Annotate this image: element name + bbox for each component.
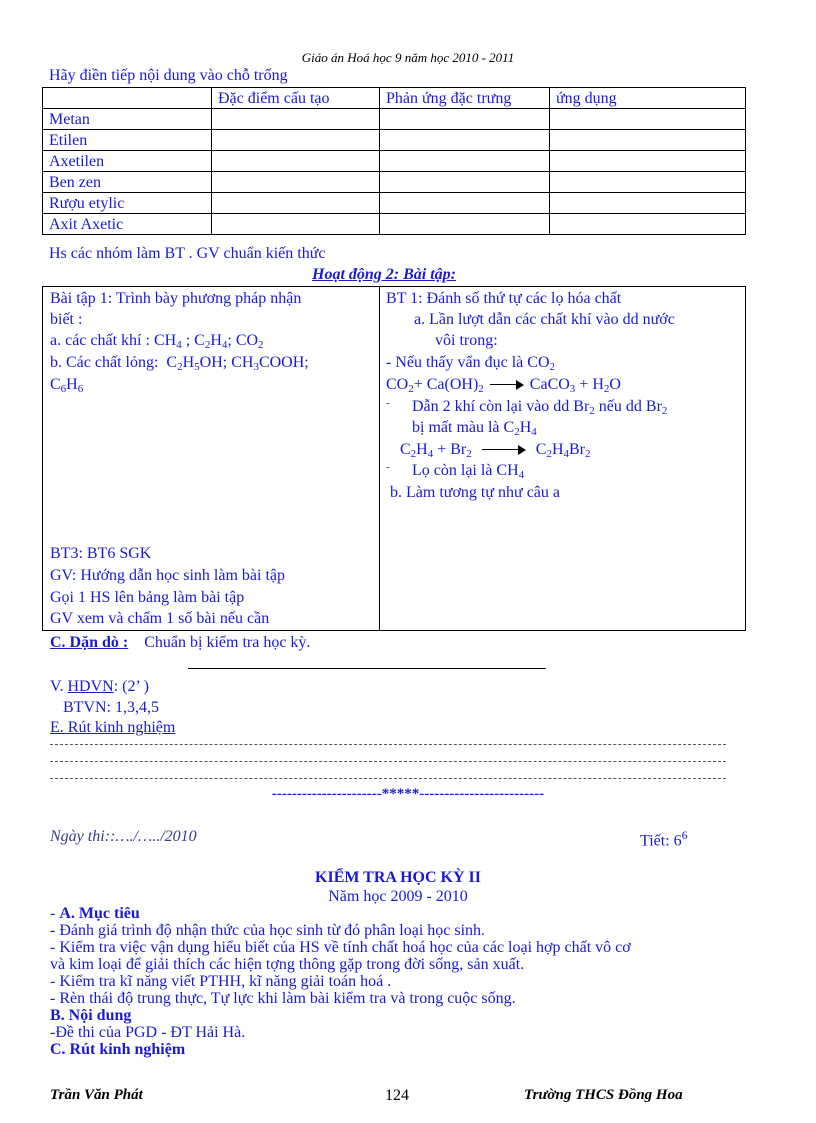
table-cell[interactable] — [380, 130, 550, 151]
hdvn-prefix: V. — [50, 678, 68, 695]
table-row — [43, 151, 746, 172]
table-cell[interactable] — [212, 109, 380, 130]
table-cell[interactable] — [212, 130, 380, 151]
answer-line7-text: bị mất màu là C — [412, 419, 515, 436]
answer-line2: a. Lần lượt dẫn các chất khí vào dd nước — [414, 311, 675, 328]
dashed-line — [50, 744, 726, 745]
hdvn-line — [50, 678, 149, 696]
part-a-label: a. các chất khí : — [50, 332, 150, 349]
hdvn-label: HDVN — [67, 678, 114, 695]
table-cell[interactable] — [380, 151, 550, 172]
row-label: Rượu etylic — [43, 193, 212, 214]
hs-instruction: Hs các nhóm làm BT . GV chuẩn kiến thức — [49, 245, 326, 262]
reaction-arrow-icon — [482, 445, 526, 455]
answer-line4: - Nếu thấy vẩn đục là $CO_2$ — [386, 354, 556, 373]
muc-tieu-heading — [50, 905, 140, 923]
table-cell[interactable] — [380, 214, 550, 235]
bt3-line: BT3: BT6 SGK — [50, 545, 152, 562]
answer-line6: Dẫn 2 khí còn lại vào dd $Br_2$ nếu dd $Br_2$ — [412, 398, 668, 417]
btvn-line: BTVN: 1,3,4,5 — [63, 699, 159, 716]
section-divider — [188, 668, 546, 669]
table-row — [43, 214, 746, 235]
summary-table — [42, 87, 746, 235]
gv-guide-line: GV: Hướng dẫn học sinh làm bài tập — [50, 567, 286, 584]
dan-do-label: C. Dặn dò : — [50, 634, 129, 651]
table-header-row — [43, 88, 746, 109]
dan-do-text: Chuẩn bị kiểm tra học kỳ. — [144, 634, 311, 651]
answer-line7: bị mất màu là $C_2H_4$ — [412, 419, 537, 438]
answer-line1: BT 1: Đánh số thứ tự các lọ hóa chất — [386, 290, 622, 307]
table-row — [43, 130, 746, 151]
rut-kinh-nghiem-c: C. Rút kinh nghiệm — [50, 1041, 186, 1058]
footer-school: Trường THCS Đồng Hoa — [524, 1087, 683, 1103]
bullet-mark: - — [386, 461, 390, 473]
row-label: Axetilen — [43, 151, 212, 172]
dashed-line — [50, 761, 726, 762]
table-row — [43, 172, 746, 193]
equation-c2h4: $C_2H_4 + Br_2$ $C_2H_4Br_2$ — [400, 441, 591, 460]
table-cell[interactable] — [550, 151, 746, 172]
table-header-cell: ứng dụng — [550, 88, 746, 109]
bt1-part-b: b. Các chất lỏng: $C_2H_5OH$; $CH_3COOH$; — [50, 354, 309, 373]
lesson-number — [640, 828, 688, 850]
lesson-number-sup: 6 — [681, 828, 688, 842]
answer-line6-a: Dẫn 2 khí còn lại vào dd Br — [412, 398, 590, 415]
noi-dung-heading: B. Nội dung — [50, 1007, 132, 1024]
exam-year: Năm học 2009 - 2010 — [328, 888, 468, 905]
table-header-cell: Phản ứng đặc trưng — [380, 88, 550, 109]
bullet-mark: - — [386, 397, 390, 409]
table-cell[interactable] — [212, 193, 380, 214]
table-cell[interactable] — [380, 172, 550, 193]
answer-line10: b. Làm tương tự như câu a — [390, 484, 560, 501]
goal-item: - Rèn thái độ trung thực, Tự lực khi làm bài kiểm tra và trong cuộc sống. — [50, 990, 516, 1007]
student-column — [380, 287, 745, 630]
de-thi-line: -Đề thi của PGD - ĐT Hải Hà. — [50, 1024, 246, 1041]
call-student-line: Gọi 1 HS lên bảng làm bài tập — [50, 589, 245, 606]
table-row — [43, 109, 746, 130]
exam-date: Ngày thi::…./…../2010 — [50, 828, 197, 845]
star-divider: ----------------------*****------------------------- — [271, 786, 545, 802]
table-cell[interactable] — [380, 193, 550, 214]
table-row — [43, 193, 746, 214]
muc-tieu-text: A. Mục tiêu — [59, 905, 140, 922]
bt1-part-a: a. các chất khí : $CH_4$ ; $C_2H_4$; $CO_2$ — [50, 332, 264, 351]
answer-line9-text: Lọ còn lại là CH — [412, 462, 519, 479]
answer-line3: vôi trong: — [435, 332, 498, 349]
row-label: Ben zen — [43, 172, 212, 193]
equation-co2: $CO_2+ Ca(OH)_2$ CaCO$_3$ + $H_2O$ — [386, 376, 621, 395]
goal-item: và kim loại để giải thích các hiện tợng thông gặp trong đời sống, sản xuất. — [50, 956, 525, 973]
answer-line4-text: - Nếu thấy vẩn đục là CO — [386, 354, 550, 371]
page-header: Giáo án Hoá học 9 năm học 2010 - 2011 — [301, 50, 515, 65]
goal-item: - Kiểm tra việc vận dụng hiểu biết của HS về tính chất hoá học của các loại hợp chất vô cơ — [50, 939, 631, 956]
exam-title: KIỂM TRA HỌC KỲ II — [315, 869, 481, 886]
teacher-column — [43, 287, 380, 630]
muc-tieu-dash: - — [50, 905, 60, 922]
footer-author: Trần Văn Phát — [50, 1087, 143, 1103]
dashed-line — [50, 778, 726, 779]
activity-title: Hoạt động 2: Bài tập: — [312, 266, 457, 283]
exercise-box — [42, 286, 746, 631]
bt1-line2: biết : — [50, 311, 83, 328]
answer-line9: Lọ còn lại là $CH_4$ — [412, 462, 525, 481]
bt1-part-b-cont: $C_6H_6$ — [50, 376, 84, 395]
reaction-arrow-icon — [490, 380, 524, 390]
fill-instruction: Hãy điền tiếp nội dung vào chỗ trống — [49, 67, 288, 84]
dan-do — [50, 634, 310, 652]
table-cell[interactable] — [212, 172, 380, 193]
row-label: Etilen — [43, 130, 212, 151]
table-cell[interactable] — [550, 172, 746, 193]
hdvn-rest: : (2’ ) — [113, 678, 149, 695]
row-label: Metan — [43, 109, 212, 130]
footer-page-number: 124 — [385, 1087, 409, 1104]
table-cell[interactable] — [380, 109, 550, 130]
rut-kinh-nghiem-e: E. Rút kinh nghiệm — [50, 719, 176, 736]
gv-check-line: GV xem và chấm 1 số bài nếu cần — [50, 610, 270, 627]
answer-line6-b: nếu dd Br — [594, 398, 662, 415]
table-cell[interactable] — [550, 109, 746, 130]
row-label: Axit Axetic — [43, 214, 212, 235]
table-cell[interactable] — [212, 214, 380, 235]
table-cell[interactable] — [550, 193, 746, 214]
goal-item: - Kiểm tra kĩ năng viết PTHH, kĩ năng giải toán hoá . — [50, 973, 392, 990]
bt1-line1: Bài tập 1: Trình bày phương pháp nhận — [50, 290, 302, 307]
part-b-label: b. Các chất lỏng: — [50, 354, 159, 371]
table-cell[interactable] — [550, 214, 746, 235]
table-header-cell: Đặc điểm cấu tạo — [212, 88, 380, 109]
lesson-number-label: Tiết: 6 — [640, 832, 682, 850]
table-header-cell — [43, 88, 212, 109]
table-cell[interactable] — [212, 151, 380, 172]
table-cell[interactable] — [550, 130, 746, 151]
goal-item: - Đánh giá trình độ nhận thức của học sinh từ đó phân loại học sinh. — [50, 922, 486, 939]
